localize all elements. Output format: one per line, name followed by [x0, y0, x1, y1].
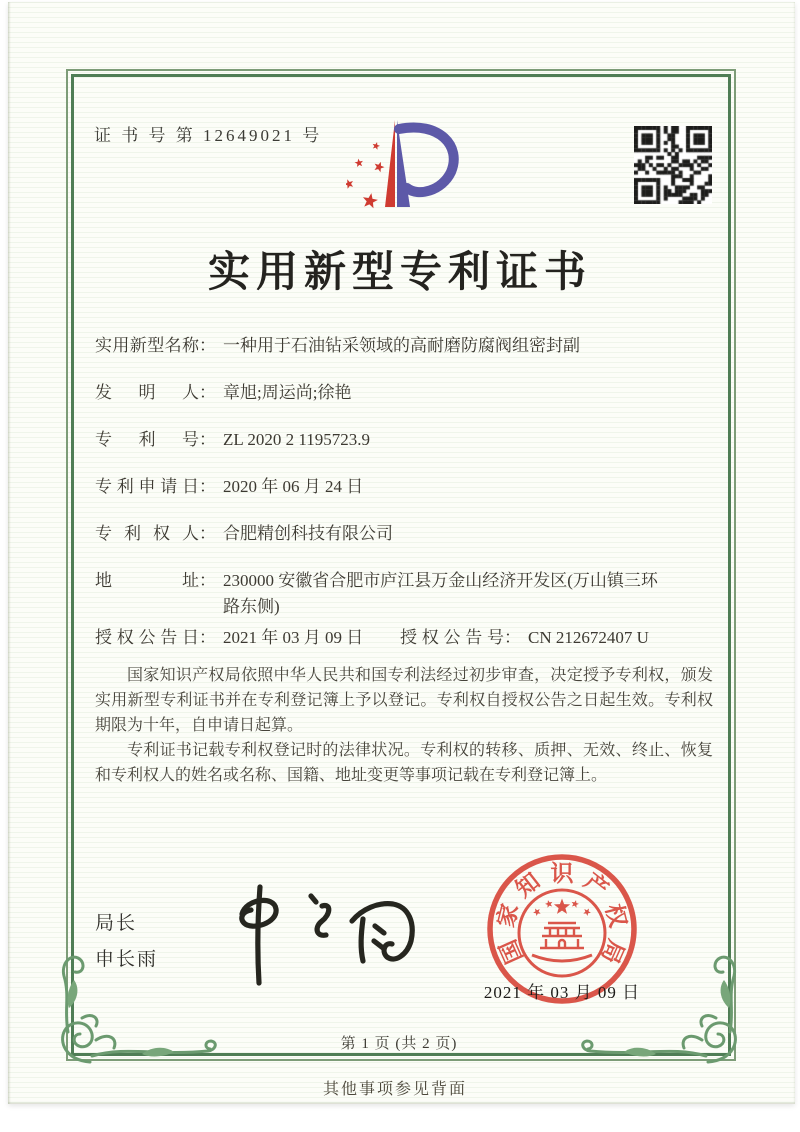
field-value: 230000 安徽省合肥市庐江县万金山经济开发区(万山镇三环路东侧)	[223, 571, 658, 616]
svg-text:家: 家	[493, 901, 524, 930]
svg-text:知: 知	[511, 868, 545, 903]
svg-text:识: 识	[550, 861, 574, 886]
certificate-content	[95, 333, 713, 788]
field-label: 专利权人	[95, 524, 199, 543]
signer-name: 申长雨	[95, 949, 159, 970]
cnipa-logo-icon	[346, 116, 466, 216]
grant-date-value: 2021 年 03 月 09 日	[223, 628, 364, 647]
grant-number-label: 授权公告号	[400, 628, 504, 647]
field-row: 发明人 ： 章旭;周运尚;徐艳	[95, 380, 713, 406]
grant-row: 授权公告日 ： 2021 年 03 月 09 日 授权公告号 ： CN 212672407 U	[95, 625, 713, 651]
legal-paragraphs	[95, 663, 713, 788]
field-label: 专利号	[95, 430, 199, 449]
svg-text:产: 产	[579, 868, 613, 903]
field-label: 地址	[95, 571, 199, 590]
certificate-title: 实用新型专利证书	[207, 250, 592, 296]
field-value: ZL 2020 2 1195723.9	[223, 430, 371, 449]
grant-number-value: CN 212672407 U	[528, 628, 649, 647]
field-value: 合肥精创科技有限公司	[223, 524, 393, 543]
legal-paragraph-2: 专利证书记载专利权登记时的法律状况。专利权的转移、质押、无效、终止、恢复和专利权人的姓名或名称、国籍、地址变更等事项记载在专利登记簿上。	[95, 742, 713, 784]
field-label: 专利申请日	[95, 477, 199, 496]
field-value: 2020 年 06 月 24 日	[223, 477, 364, 496]
page-number: 第 1 页 (共 2 页)	[340, 1036, 458, 1052]
field-value: 章旭;周运尚;徐艳	[223, 383, 352, 402]
svg-text:局: 局	[596, 935, 629, 968]
field-value: 一种用于石油钻采领域的高耐磨防腐阀组密封副	[223, 336, 580, 355]
svg-text:权: 权	[600, 901, 631, 930]
field-label: 实用新型名称	[95, 336, 199, 355]
field-row: 专利申请日 ： 2020 年 06 月 24 日	[95, 474, 713, 500]
grant-date-label: 授权公告日	[95, 628, 199, 647]
field-row: 地址 ： 230000 安徽省合肥市庐江县万金山经济开发区(万山镇三环路东侧)	[95, 568, 713, 620]
field-label: 发明人	[95, 383, 199, 402]
qr-code	[634, 126, 712, 204]
field-row: 实用新型名称 ： 一种用于石油钻采领域的高耐磨防腐阀组密封副	[95, 333, 713, 359]
fields	[95, 333, 713, 620]
field-row: 专利号 ： ZL 2020 2 1195723.9	[95, 427, 713, 453]
field-row: 专利权人 ： 合肥精创科技有限公司	[95, 521, 713, 547]
signature	[212, 874, 432, 994]
certificate-number: 证 书 号 第 12649021 号	[94, 126, 323, 145]
svg-text:国: 国	[495, 935, 528, 968]
legal-paragraph-1: 国家知识产权局依照中华人民共和国专利法经过初步审查，决定授予专利权，颁发实用新型专利证书并在专利登记簿上予以登记。专利权自授权公告之日起生效。专利权期限为十年，自申请日起算。	[95, 667, 713, 734]
seal-date: 2021 年 03 月 09 日	[483, 983, 641, 1002]
back-note: 其他事项参见背面	[322, 1081, 467, 1098]
signer-title: 局长	[95, 913, 138, 934]
